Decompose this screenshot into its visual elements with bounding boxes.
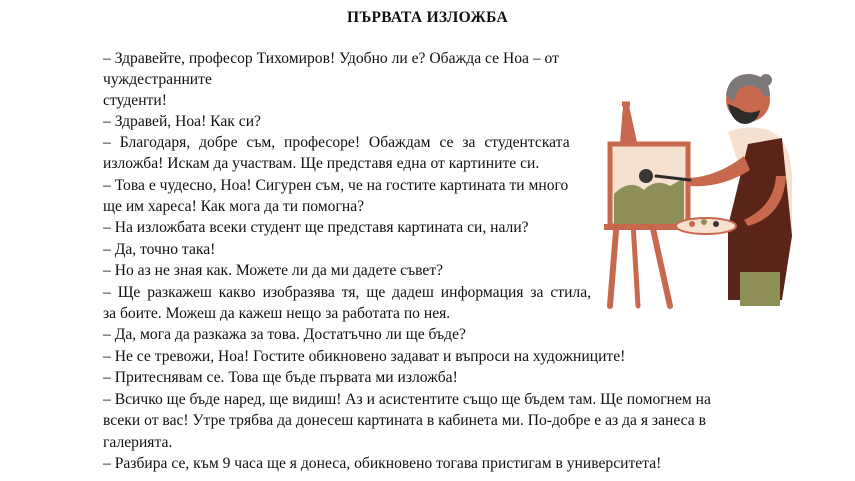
canvas-sun xyxy=(639,169,653,183)
text-line: – Но аз не зная как. Можете ли да ми дадете съвет? xyxy=(103,262,444,279)
text-line: за боите. Можеш да кажеш нещо за работата по нея. xyxy=(103,305,451,322)
text-line: – Разбира се, към 9 часа ще я донеса, обикновено тогава пристигам в университета! xyxy=(103,455,662,472)
palette-paint-dot xyxy=(701,219,707,225)
text-line: – Притеснявам се. Това ще бъде първата ми изложба! xyxy=(103,369,458,386)
text-line: студенти! xyxy=(103,92,167,109)
palette-paint-dot xyxy=(713,221,719,227)
text-line: – Всичко ще бъде наред, ще видиш! Аз и асистентите също ще бъдем там. Ще помогнем на xyxy=(103,391,711,408)
text-line: – Да, точно така! xyxy=(103,241,216,258)
text-line: – Благодаря, добре съм, професоре! Обаждам се за студентската xyxy=(103,134,570,151)
painter-at-easel-icon xyxy=(598,66,798,311)
text-line: ще им хареса! Как мога да ти помогна? xyxy=(103,198,365,215)
text-line: – На изложбата всеки студент ще представя картината си, нали? xyxy=(103,219,529,236)
text-line xyxy=(103,49,594,69)
text-line: – Не се тревожи, Ноа! Гостите обикновено задават и въпроси на художниците! xyxy=(103,348,626,365)
painter-pants xyxy=(740,272,780,306)
text-line: – Да, мога да разкажа за това. Достатъчно ли ще бъде? xyxy=(103,326,466,343)
text-line: чуждестранните xyxy=(103,71,212,88)
text-line: изложба! Искам да участвам. Ще представя една от картините си. xyxy=(103,155,540,172)
text-line: – Това е чудесно, Ноа! Сигурен съм, че на гостите картината ти много xyxy=(103,177,569,194)
palette-paint-dot xyxy=(689,221,695,227)
text-line: галерията. xyxy=(103,434,173,451)
text-line: – Ще разкажеш какво изобразява тя, ще дадеш информация за стила, xyxy=(103,284,592,301)
page-title: ПЪРВАТА ИЗЛОЖБА xyxy=(346,9,509,26)
text-line-content: – Здравейте, професор Тихомиров! Удобно ли е? Обажда се Ноа – от xyxy=(103,50,559,67)
painter-hair-bun xyxy=(760,74,772,86)
text-line: – Здравей, Ноа! Как си? xyxy=(103,113,261,130)
text-line: всеки от вас! Утре трябва да донесеш картината в кабинета ми. По-добре е аз да я занеса в xyxy=(103,412,706,429)
